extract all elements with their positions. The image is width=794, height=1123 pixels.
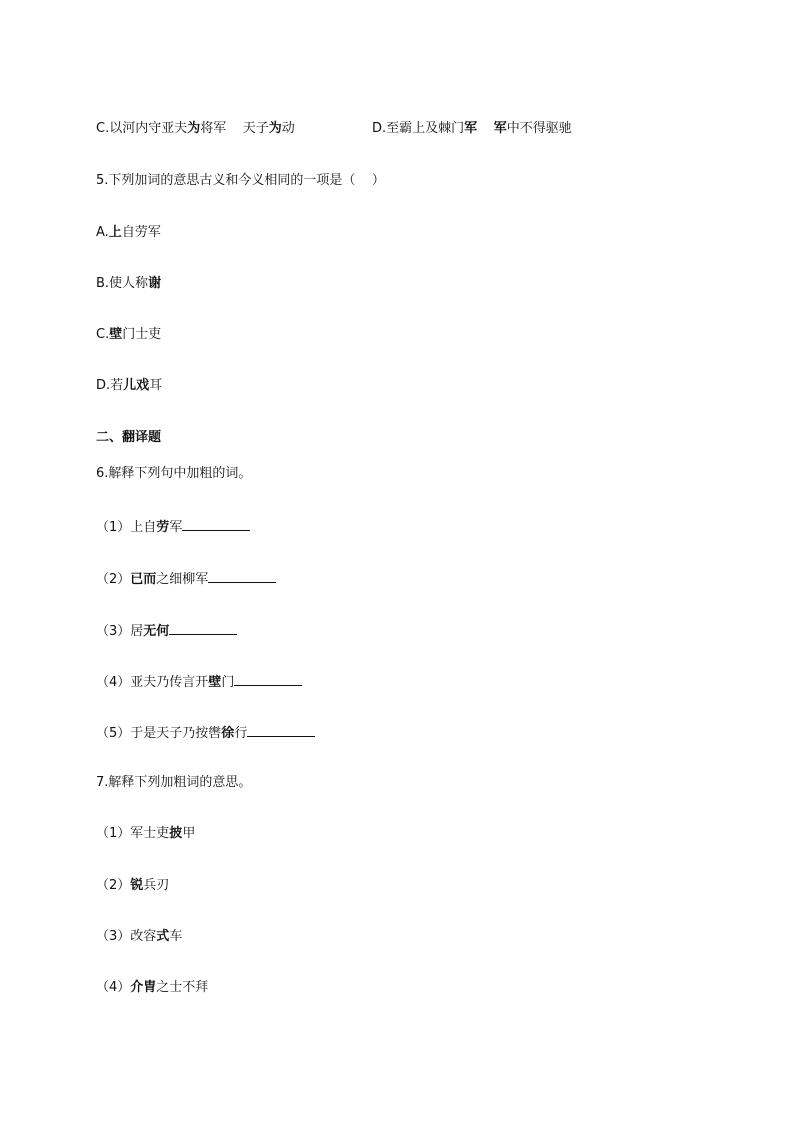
item-bold-word: 已而	[130, 572, 157, 587]
option-c-bold-word: 为	[268, 121, 282, 136]
item-bold-word: 劳	[156, 520, 170, 535]
option-bold-word: 谢	[148, 276, 162, 291]
item-text: 行	[234, 726, 248, 741]
item-number: （1）	[96, 520, 131, 535]
option-text: 门士吏	[122, 327, 162, 342]
item-text: 亚夫乃传言开	[130, 675, 209, 690]
item-number: （3）	[96, 929, 131, 944]
q7-item-2	[96, 877, 169, 895]
option-d-bold-word: 军	[464, 121, 478, 136]
item-bold-word: 无何	[143, 624, 170, 639]
item-number: （4）	[96, 980, 131, 995]
q5-option-d	[96, 377, 162, 395]
item-number: （5）	[96, 726, 131, 741]
option-text: C.	[96, 327, 110, 342]
option-c-line	[96, 120, 295, 138]
item-text: 军士吏	[130, 826, 170, 841]
item-number: （4）	[96, 675, 131, 690]
option-text: A.	[96, 225, 109, 240]
item-bold-word: 壁	[208, 675, 222, 690]
option-text: B.使人称	[96, 276, 149, 291]
answer-blank[interactable]	[182, 516, 250, 531]
option-text: 自劳军	[121, 225, 161, 240]
q7-item-4	[96, 979, 208, 997]
answer-blank[interactable]	[208, 568, 276, 583]
q7-item-1	[96, 825, 195, 843]
answer-blank[interactable]	[169, 620, 237, 635]
item-text: 于是天子乃按辔	[130, 726, 222, 741]
option-c-text: 动	[281, 121, 295, 136]
q6-item-1	[96, 516, 250, 537]
item-text: 之细柳军	[156, 572, 209, 587]
q5-stem: 5.下列加词的意思古义和今义相同的一项是（ ）	[96, 173, 385, 188]
q5-option-a	[96, 224, 161, 242]
item-bold-word: 徐	[221, 726, 235, 741]
option-c-text: C.以河内守亚夫	[96, 121, 188, 136]
q6-item-3	[96, 620, 237, 641]
option-bold-word: 壁	[109, 327, 123, 342]
option-d-line	[372, 120, 572, 138]
item-bold-word: 披	[169, 826, 183, 841]
option-text: D.若	[96, 378, 124, 393]
option-d-bold-word: 军	[493, 121, 507, 136]
q6-item-4	[96, 671, 302, 692]
option-c-text: 天子	[226, 121, 269, 136]
q6-stem: 6.解释下列句中加粗的词。	[96, 466, 252, 481]
option-bold-word: 上	[108, 225, 122, 240]
answer-blank[interactable]	[247, 722, 315, 737]
section-title: 二、翻译题	[96, 430, 162, 445]
item-text: 车	[169, 929, 183, 944]
item-bold-word: 锐	[130, 878, 144, 893]
item-text: 上自	[130, 520, 157, 535]
option-bold-word: 儿戏	[123, 378, 150, 393]
item-number: （2）	[96, 878, 131, 893]
item-text: 之士不拜	[156, 980, 209, 995]
q6-item-5	[96, 722, 315, 743]
option-d-text: D.至霸上及棘门	[372, 121, 465, 136]
option-text: 耳	[149, 378, 163, 393]
option-c-bold-word: 为	[187, 121, 201, 136]
item-text: 兵刃	[143, 878, 170, 893]
q7-item-3	[96, 928, 182, 946]
q6-item-2	[96, 568, 276, 589]
item-text: 甲	[182, 826, 196, 841]
option-d-text	[477, 121, 494, 136]
item-number: （3）	[96, 624, 131, 639]
option-c-text: 将军	[200, 121, 227, 136]
answer-blank[interactable]	[234, 671, 302, 686]
q5-option-b	[96, 275, 161, 293]
item-text: 军	[169, 520, 183, 535]
item-text: 居	[130, 624, 144, 639]
item-bold-word: 式	[156, 929, 170, 944]
item-text: 改容	[130, 929, 157, 944]
q7-stem: 7.解释下列加粗词的意思。	[96, 775, 252, 790]
q5-option-c	[96, 326, 161, 344]
item-number: （2）	[96, 572, 131, 587]
item-text: 门	[221, 675, 235, 690]
option-d-text: 中不得驱驰	[506, 121, 572, 136]
item-bold-word: 介胄	[130, 980, 157, 995]
item-number: （1）	[96, 826, 131, 841]
